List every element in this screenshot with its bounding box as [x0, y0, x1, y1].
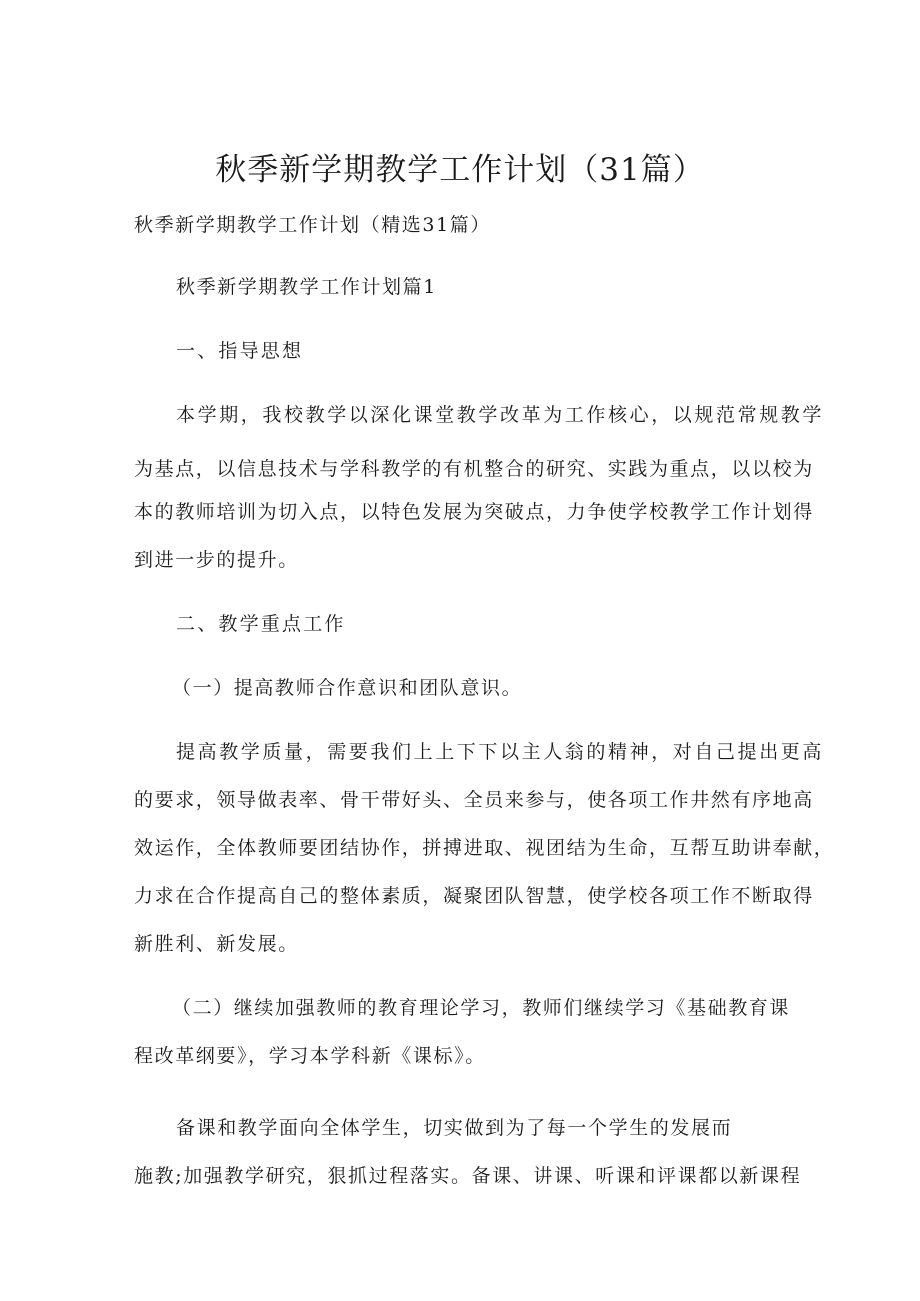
subheading-teamwork: （一）提高教师合作意识和团队意识。 [172, 677, 523, 699]
section-title: 秋季新学期教学工作计划篇1 [176, 276, 437, 298]
heading-guiding-thought: 一、指导思想 [176, 340, 304, 362]
heading-key-work: 二、教学重点工作 [176, 613, 346, 635]
paragraph-line: 本学期，我校教学以深化课堂教学改革为工作核心，以规范常规教学 [176, 404, 825, 426]
paragraph-line: 提高教学质量，需要我们上上下下以主人翁的精神，对自己提出更高 [176, 741, 825, 763]
paragraph-line: 施教;加强教学研究，狠抓过程落实。备课、讲课、听课和评课都以新课程 [134, 1165, 802, 1187]
document-subtitle: 秋季新学期教学工作计划（精选31篇） [134, 214, 491, 236]
paragraph-line: 为基点，以信息技术与学科教学的有机整合的研究、实践为重点，以以校为 [134, 458, 814, 480]
paragraph-line: 到进一步的提升。 [134, 549, 299, 571]
paragraph-line: 的要求，领导做表率、骨干带好头、全员来参与，使各项工作井然有序地高 [134, 789, 814, 811]
paragraph-line: 效运作，全体教师要团结协作，拼搏进取、视团结为生命，互帮互助讲奉献， [134, 837, 835, 859]
paragraph-line: 力求在合作提高自己的整体素质，凝聚团队智慧，使学校各项工作不断取得 [134, 885, 814, 907]
paragraph-line: 程改革纲要》，学习本学科新《课标》。 [134, 1045, 486, 1067]
paragraph-line: （二）继续加强教师的教育理论学习，教师们继续学习《基础教育课 [172, 997, 791, 1019]
paragraph-line: 新胜利、新发展。 [134, 933, 299, 955]
paragraph-line: 本的教师培训为切入点，以特色发展为突破点，力争使学校教学工作计划得 [134, 501, 814, 523]
document-title: 秋季新学期教学工作计划（31篇） [215, 152, 705, 188]
paragraph-line: 备课和教学面向全体学生，切实做到为了每一个学生的发展而 [176, 1117, 733, 1139]
